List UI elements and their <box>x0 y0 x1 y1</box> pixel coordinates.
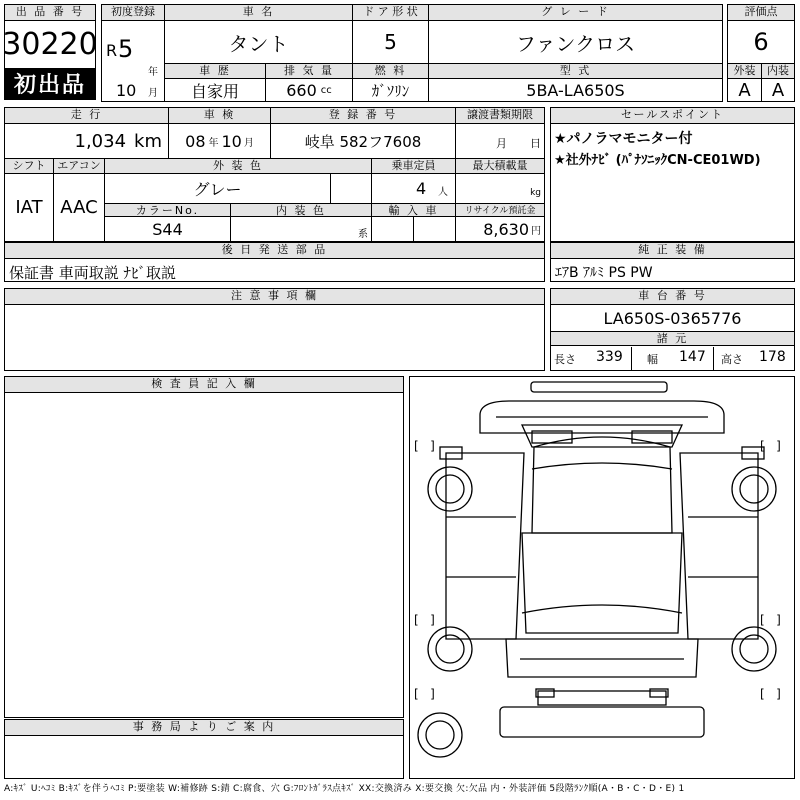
inspector-label: 検 査 員 記 入 欄 <box>5 377 403 393</box>
inspection-year: 08 <box>185 131 206 151</box>
capacity-value: 4 <box>416 179 427 198</box>
inspection-cell <box>168 124 270 158</box>
later-parts-value: 保証書 車両取説 ﾅﾋﾞ取説 <box>9 264 177 282</box>
transfer-day-unit: 日 <box>530 137 541 150</box>
car-diagram-box <box>409 376 795 779</box>
fuel-label: 燃 料 <box>352 63 428 79</box>
score-box <box>727 4 795 102</box>
lot-number: 30220 <box>2 26 98 62</box>
first-reg-year: 5 <box>118 35 134 63</box>
exterior-label: 外装 <box>728 63 761 79</box>
ext-color-label: 外 装 色 <box>104 158 371 174</box>
inspection-label: 車 検 <box>168 108 270 124</box>
sales-point-2: ★社外ﾅﾋﾞ (ﾊﾟﾅｿﾆｯｸCN-CE01WD) <box>554 153 761 168</box>
mileage-label: 走 行 <box>5 108 168 124</box>
max-load-label: 最大積載量 <box>455 158 544 174</box>
era: R <box>106 41 118 60</box>
first-reg-cell <box>102 21 164 101</box>
shift-label: シフト <box>5 158 53 174</box>
chassis-value: LA650S-0365776 <box>603 308 742 328</box>
height-value: 178 <box>759 349 786 365</box>
interior-score: A <box>761 79 794 101</box>
inspection-month-unit: 月 <box>243 137 254 149</box>
equipment-value: ｴｱB ｱﾙﾐ PS PW <box>555 265 653 281</box>
displacement-value: 660 <box>286 80 317 100</box>
door-label: ド ア 形 状 <box>352 5 428 21</box>
width-value: 147 <box>679 349 706 365</box>
bracket-left-rear: [ ] <box>414 613 435 627</box>
lot-box <box>4 4 96 100</box>
max-load-cell <box>455 174 544 203</box>
bracket-right-rear: [ ] <box>760 613 781 627</box>
model-value: 5BA-LA650S <box>428 79 722 101</box>
vehicle-header-box <box>101 4 723 102</box>
first-reg-month: 10 <box>116 81 137 100</box>
dims-row <box>551 347 794 370</box>
shift-value: IAT <box>15 197 43 218</box>
details-box <box>4 107 545 242</box>
dims-label: 諸 元 <box>551 331 794 346</box>
capacity-unit: 人 <box>438 187 448 198</box>
plate-label: 登 録 番 号 <box>270 108 455 124</box>
grade-label: グ レ ー ド <box>428 5 722 21</box>
height-label: 高さ <box>721 353 743 366</box>
legend-footer: A:ｷｽﾞ U:ﾍｺﾐ B:ｷｽﾞを伴うﾍｺﾐ P:要塗装 W:補修跡 S:錆 C:腐食、穴 G:ﾌﾛﾝﾄｶﾞﾗｽ点ｷｽﾞ XX:交換済み X:要交換 欠:欠品 内・外装評価 5段階ﾗﾝｸ順(A・B・C・D・E) 1 <box>4 784 685 794</box>
grade-value: ファンクロス <box>428 21 722 63</box>
bracket-left-front: [ ] <box>414 439 435 453</box>
chassis-label: 車 台 番 号 <box>551 289 794 305</box>
equipment-box <box>550 242 795 282</box>
width-label: 幅 <box>647 353 658 366</box>
mileage-unit: km <box>134 130 162 152</box>
office-label: 事 務 局 よ り ご 案 内 <box>5 720 403 736</box>
later-parts-label: 後 日 発 送 部 品 <box>5 243 544 259</box>
history-value: 自家用 <box>164 79 265 101</box>
capacity-cell <box>371 174 455 203</box>
import-cell-a <box>371 217 413 241</box>
displacement-unit: cc <box>320 84 332 96</box>
bracket-left-bottom: [ ] <box>414 687 435 701</box>
fuel-value: ｶﾞｿﾘﾝ <box>352 79 428 101</box>
door-value: 5 <box>352 21 428 63</box>
max-load-unit: kg <box>530 188 541 198</box>
first-listing-badge: 初出品 <box>5 68 95 99</box>
score-value: 6 <box>753 28 769 56</box>
equipment-label: 純 正 装 備 <box>551 243 794 259</box>
mileage-cell <box>5 124 168 158</box>
int-color-unit: 系 <box>358 229 368 240</box>
ext-color-extra <box>330 174 371 203</box>
transfer-month-unit: 月 <box>496 137 507 150</box>
color-no-label: カラーNo. <box>104 203 230 217</box>
bracket-right-front: [ ] <box>760 439 781 453</box>
car-name-label: 車 名 <box>164 5 352 21</box>
later-parts-box <box>4 242 545 282</box>
bracket-right-bottom: [ ] <box>760 687 781 701</box>
year-unit: 年 <box>148 67 158 78</box>
sales-points-label: セールスポイント <box>551 108 794 124</box>
recycle-value: 8,630 <box>483 219 529 239</box>
model-label: 型 式 <box>428 63 722 79</box>
mileage-value: 1,034 <box>74 130 127 152</box>
office-box <box>4 719 404 779</box>
capacity-label: 乗車定員 <box>371 158 455 174</box>
exterior-score: A <box>738 79 751 101</box>
aircon-label: エアコン <box>53 158 104 174</box>
length-value: 339 <box>596 349 623 365</box>
inspection-month: 10 <box>221 131 242 151</box>
history-label: 車 歴 <box>164 63 265 79</box>
transfer-label: 譲渡書類期限 <box>455 108 544 124</box>
recycle-unit: 円 <box>531 225 541 237</box>
notes-box <box>4 288 545 371</box>
first-reg-label: 初度登録 <box>102 5 164 21</box>
aircon-value: AAC <box>53 174 104 241</box>
transfer-cell <box>455 124 544 158</box>
chassis-box <box>550 288 795 371</box>
car-condition-diagram <box>410 377 794 778</box>
plate-value: 岐阜 582フ7608 <box>270 124 455 158</box>
recycle-label: リサイクル預託金 <box>455 203 544 217</box>
int-color-label: 内 装 色 <box>230 203 371 217</box>
displacement-label: 排 気 量 <box>265 63 352 79</box>
score-label: 評価点 <box>728 5 794 21</box>
color-no-value: S44 <box>104 217 230 241</box>
import-label: 輸 入 車 <box>371 203 455 217</box>
inspector-box <box>4 376 404 718</box>
import-cell-b <box>413 217 455 241</box>
int-color-cell <box>230 217 371 241</box>
displacement-cell <box>265 79 352 101</box>
lot-label: 出 品 番 号 <box>5 5 95 21</box>
inspection-year-unit: 年 <box>208 137 219 149</box>
sales-points-box <box>550 107 795 242</box>
car-name: タント <box>164 21 352 63</box>
ext-color-value: グレー <box>104 174 330 203</box>
interior-label: 内装 <box>761 63 794 79</box>
length-label: 長さ <box>554 353 576 366</box>
notes-label: 注 意 事 項 欄 <box>5 289 544 305</box>
recycle-cell <box>455 217 544 241</box>
month-unit: 月 <box>148 88 158 99</box>
sales-point-1: ★パノラマモニター付 <box>554 131 693 147</box>
